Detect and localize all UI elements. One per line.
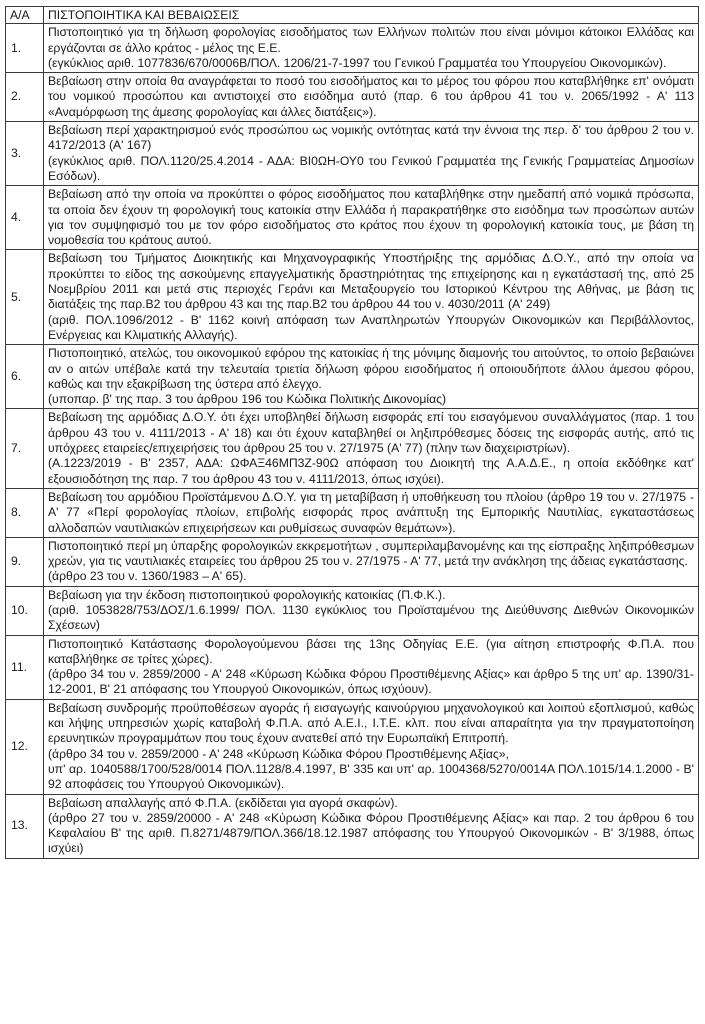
row-number: 1. [6,24,44,73]
table-row [6,488,699,537]
row-legal-reference: υπ' αρ. 1040588/1700/528/0014 ΠΟΛ.1128/8.4.1997, Β' 335 και υπ' αρ. 1004368/5270/0014Α ΠΟΛ.1015/14.1.2000 - Β' 92 αποφάσεις του Υπουργού Οικονομικών). [48,761,694,792]
row-number: 13. [6,794,44,858]
row-description-text: Βεβαίωση της αρμόδιας Δ.Ο.Υ. ότι έχει υποβληθεί δήλωση εισφοράς επί του εισαγόμενου συναλλάγματος (παρ. 1 του άρθρου 43 του ν. 4111/2013 - Α' 18) και ότι έχουν καταβληθεί οι ληξιπρόθεσμες δόσεις της εισφοράς αυτής, από τις υπόχρεες εταιρείες/επιχειρήσεις του άρθρου 25 του ν. 27/1975 (Α' 77) (πλην των διαχειριστρίων). [48,410,694,456]
row-description-text: Πιστοποιητικό Κατάστασης Φορολογούμενου βάσει της 13ης Οδηγίας Ε.Ε. (για αίτηση επιστροφής Φ.Π.Α. που καταβλήθηκε σε τρίτες χώρες). [48,636,694,666]
table-row [6,586,699,635]
column-header-title: ΠΙΣΤΟΠΟΙΗΤΙΚΑ ΚΑΙ ΒΕΒΑΙΩΣΕΙΣ [44,7,699,24]
row-legal-reference: (αριθ. ΠΟΛ.1096/2012 - Β' 1162 κοινή απόφαση των Αναπληρωτών Υπουργών Οικονομικών και Περιβάλλοντος, Ενέργειας και Κλιματικής Αλλαγής). [48,312,694,342]
row-description-text: Βεβαίωση απαλλαγής από Φ.Π.Α. (εκδίδεται για αγορά σκαφών). [48,795,398,810]
table-row [6,409,699,488]
row-description [44,794,699,858]
row-description-text: Βεβαίωση συνδρομής προϋποθέσεων αγοράς ή εισαγωγής καινούργιου μηχανολογικού και λοιπού εξοπλισμού, καθώς και λήψης υπηρεσιών χωρίς καταβολή Φ.Π.Α. από Α.Ε.Ι., Ι.Τ.Ε. κλπ. που είναι απαραίτητα για την πραγματοποίηση ερευνητικών προγραμμάτων που τους έχουν ανατεθεί από την Ευρωπαϊκή Επιτροπή. [48,700,694,746]
row-description [44,73,699,122]
row-legal-reference: (υποπαρ. β' της παρ. 3 του άρθρου 196 του Κώδικα Πολιτικής Δικονομίας) [48,392,447,407]
table-row [6,635,699,699]
row-description-text: Βεβαίωση περί χαρακτηρισμού ενός προσώπου ως νομικής οντότητας κατά την έννοια της περ. δ' του άρθρου 2 του ν. 4172/2013 (Α' 167) [48,123,694,153]
row-description [44,537,699,586]
row-description-text: Βεβαίωση του αρμόδιου Προϊστάμενου Δ.Ο.Υ. για τη μεταβίβαση ή υποθήκευση του πλοίου (άρθρο 19 του ν. 27/1975 - Α' 77 «Περί φορολογίας πλοίων, επιβολής εισφοράς προς ανάπτυξη της Εμπορικής Ναυτιλίας, εγκαταστάσεως αλλοδαπών ναυτιλιακών επιχειρήσεων και ρυθμίσεως συναφών θεμάτων»). [48,489,694,535]
row-number: 9. [6,537,44,586]
table-row [6,24,699,73]
row-description [44,345,699,409]
table-header-row [6,7,699,24]
certificates-table-wrapper [5,6,698,859]
row-number: 6. [6,345,44,409]
row-legal-reference: (Α.1223/2019 - Β' 2357, ΑΔΑ: ΩΦΑΞ46ΜΠ3Ζ-90Ω απόφαση του Διοικητή της Α.Α.Δ.Ε., η οποία εκδόθηκε κατ' εξουσιοδότηση της παρ. 7 του άρθρου 43 του ν. 4111/2013, όπως ισχύει). [48,456,694,486]
row-number: 11. [6,635,44,699]
row-number: 8. [6,488,44,537]
row-legal-reference: (άρθρο 27 του ν. 2859/20000 - Α' 248 «Κύρωση Κώδικα Φόρου Προστιθέμενης Αξίας» και παρ. 2 του άρθρου 6 του Κεφαλαίου Β' της αριθ. Π.8271/4879/ΠΟΛ.366/18.12.1987 απόφασης του Υπουργού Οικονομικών - Β' 3/1988, όπως ισχύει) [48,810,694,856]
row-description-text: Βεβαίωση για την έκδοση πιστοποιητικού φορολογικής κατοικίας (Π.Φ.Κ.). [48,587,446,602]
row-description [44,122,699,186]
table-row [6,699,699,794]
column-header-number: Α/Α [6,7,44,24]
table-row [6,186,699,250]
row-number: 4. [6,186,44,250]
row-legal-reference: (άρθρο 23 του ν. 1360/1983 – Α' 65). [48,569,247,584]
row-number: 3. [6,122,44,186]
table-row [6,537,699,586]
table-row [6,122,699,186]
row-description-text: Πιστοποιητικό, ατελώς, του οικονομικού εφόρου της κατοικίας ή της μόνιμης διαμονής του αιτούντος, το οποίο βεβαιώνει αν ο αιτών υπέβαλε κατά την τελευταία τριετία δήλωση φόρου εισοδήματος ή οποιουδήποτε άλλου άμεσου φόρου, καθώς και την εξακρίβωση της ύστερα από έλεγχο. [48,346,694,391]
row-number: 12. [6,699,44,794]
row-number: 2. [6,73,44,122]
row-description [44,409,699,488]
table-body [6,24,699,858]
certificates-table [5,6,699,859]
row-legal-reference: (άρθρο 34 του ν. 2859/2000 - Α' 248 «Κύρωση Κώδικα Φόρου Προστιθέμενης Αξίας» και άρθρο 5 της υπ' αρ. 1390/31-12-2001, Β' 21 απόφασης του Υπουργού Οικονομικών, όπως ισχύουν). [48,667,694,697]
row-description [44,186,699,250]
row-legal-reference: (εγκύκλιος αριθ. ΠΟΛ.1120/25.4.2014 - ΑΔΑ: ΒΙ0ΩΗ-ΟΥ0 του Γενικού Γραμματέα της Γενικής Γραμματείας Δημοσίων Εσόδων). [48,153,694,183]
table-row [6,794,699,858]
table-row [6,250,699,345]
row-description [44,699,699,794]
row-legal-reference: (αριθ. 1053828/753/ΔΟΣ/1.6.1999/ ΠΟΛ. 1130 εγκύκλιος του Προϊσταμένου της Διεύθυνσης Διεθνών Οικονομικών Σχέσεων) [48,602,694,633]
row-description-text: Βεβαίωση από την οποία να προκύπτει ο φόρος εισοδήματος που καταβλήθηκε στην ημεδαπή από νομικά πρόσωπα, τα οποία δεν έχουν τη φορολογική τους κατοικία στην Ελλάδα ή παρακρατήθηκε στο εισόδημα των προσώπων αυτών για τον συμψηφισμό του με τον φόρο εισοδήματος στο κράτος που έχουν τη φορολογική κατοικία τους, με βάση τη νομοθεσία του κράτους αυτού. [48,187,694,248]
row-number: 10. [6,586,44,635]
row-legal-reference: (άρθρο 34 του ν. 2859/2000 - Α' 248 «Κύρωση Κώδικα Φόρου Προστιθέμενης Αξίας», [48,746,509,761]
row-description [44,586,699,635]
row-description [44,635,699,699]
row-legal-reference: (εγκύκλιος αριθ. 1077836/670/0006Β/ΠΟΛ. 1206/21-7-1997 του Γενικού Γραμματέα του Υπουργείου Οικονομικών). [48,55,667,70]
row-description [44,250,699,345]
row-description [44,488,699,537]
row-description [44,24,699,73]
row-number: 7. [6,409,44,488]
row-description-text: Βεβαίωση στην οποία θα αναγράφεται το ποσό του εισοδήματος και το μέρος του φόρου που καταβλήθηκε επ' ονόματι του νομικού προσώπου και αντιστοιχεί στο εισόδημα αυτό (παρ. 6 του άρθρου 41 του ν. 2065/1992 - Α' 113 «Αναμόρφωση της άμεσης φορολογίας και άλλες διατάξεις»). [48,74,694,119]
row-description-text: Πιστοποιητικό για τη δήλωση φορολογίας εισοδήματος των Ελλήνων πολιτών που είναι μόνιμοι κάτοικοι Ελλάδας και εργάζονται σε άλλο κράτος - μέλος της Ε.Ε. [48,25,694,55]
table-row [6,345,699,409]
row-description-text: Βεβαίωση του Τμήματος Διοικητικής και Μηχανογραφικής Υποστήριξης της αρμόδιας Δ.Ο.Υ., από την οποία να προκύπτει το είδος της ασκούμενης επαγγελματικής δραστηριότητας της επιχείρησης και η εγκατάστασή της, από 25 Νοεμβρίου 2011 και μετά στις περιοχές Γεράνι και Μεταξουργείο του Ιστορικού Κέντρου της Αθήνας, με βάση τις διατάξεις της παρ.Β2 του άρθρου 43 και της παρ.Β2 του άρθρου 44 του ν. 4030/2011 (Α' 249) [48,251,694,312]
table-row [6,73,699,122]
row-description-text: Πιστοποιητικό περί μη ύπαρξης φορολογικών εκκρεμοτήτων , συμπεριλαμβανομένης και της είσπραξης ληξιπρόθεσμων χρεών, για τις ναυτιλιακές εταιρείες του άρθρου 25 του ν. 27/1975 - Α' 77, μετά την ανάκληση της άδειας εγκατάστασης. [48,538,694,569]
row-number: 5. [6,250,44,345]
